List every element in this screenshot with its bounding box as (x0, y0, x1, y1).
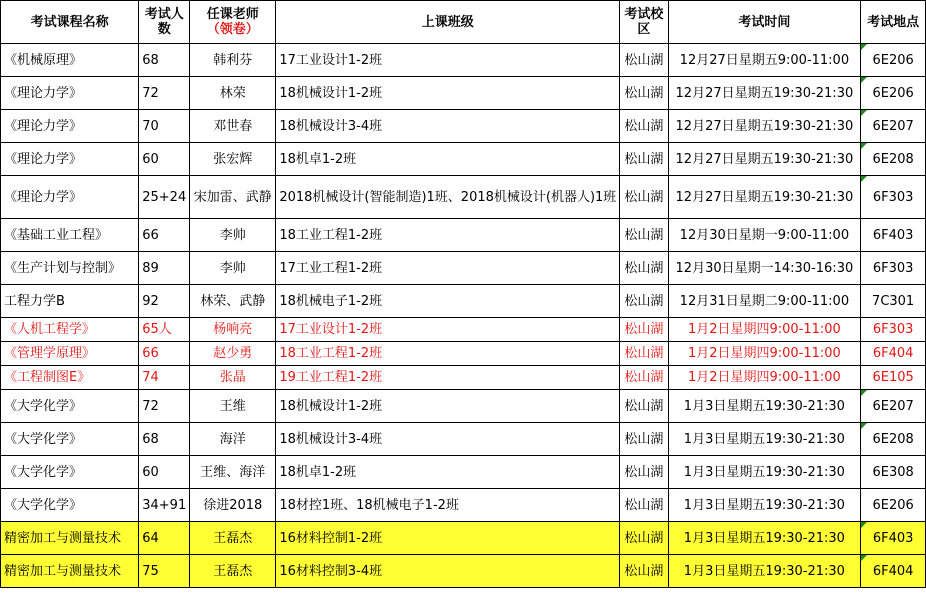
cell-teacher[interactable]: 杨响亮 (190, 318, 276, 342)
cell-location[interactable]: 6E207 (861, 110, 926, 143)
cell-course[interactable]: 《工程制图E》 (1, 366, 139, 390)
cell-time[interactable]: 1月3日星期五19:30-21:30 (668, 456, 861, 489)
cell-count[interactable]: 72 (139, 390, 190, 423)
cell-course[interactable]: 精密加工与测量技术 (1, 555, 139, 588)
cell-teacher[interactable]: 王磊杰 (190, 522, 276, 555)
table-row (1, 390, 926, 423)
cell-count[interactable]: 66 (139, 219, 190, 252)
cell-class[interactable]: 18机械设计1-2班 (276, 77, 620, 110)
table-row (1, 176, 926, 219)
cell-time[interactable]: 12月27日星期五9:00-11:00 (668, 44, 861, 77)
cell-location[interactable]: 6E208 (861, 143, 926, 176)
cell-time[interactable]: 1月2日星期四9:00-11:00 (668, 342, 861, 366)
cell-location[interactable]: 6F403 (861, 219, 926, 252)
cell-class[interactable]: 17工业设计1-2班 (276, 44, 620, 77)
table-row (1, 219, 926, 252)
cell-campus[interactable]: 松山湖 (620, 77, 668, 110)
cell-teacher[interactable]: 李帅 (190, 252, 276, 285)
cell-count[interactable]: 72 (139, 77, 190, 110)
cell-time[interactable]: 12月31日星期二9:00-11:00 (668, 285, 861, 318)
cell-location[interactable]: 6F303 (861, 252, 926, 285)
cell-class[interactable]: 18机卓1-2班 (276, 456, 620, 489)
table-row (1, 318, 926, 342)
cell-campus[interactable]: 松山湖 (620, 252, 668, 285)
cell-course[interactable]: 《理论力学》 (1, 110, 139, 143)
cell-count[interactable]: 66 (139, 342, 190, 366)
table-row (1, 366, 926, 390)
cell-teacher[interactable]: 韩利芬 (190, 44, 276, 77)
table-row (1, 143, 926, 176)
header-teacher-sub: （领卷） (206, 22, 259, 37)
cell-teacher[interactable]: 王磊杰 (190, 555, 276, 588)
table-row (1, 555, 926, 588)
cell-class[interactable]: 18机械电子1-2班 (276, 285, 620, 318)
cell-time[interactable]: 12月27日星期五19:30-21:30 (668, 110, 861, 143)
table-row (1, 342, 926, 366)
cell-course[interactable]: 工程力学B (1, 285, 139, 318)
cell-course[interactable]: 《大学化学》 (1, 456, 139, 489)
cell-count[interactable]: 92 (139, 285, 190, 318)
cell-location[interactable]: 6E206 (861, 77, 926, 110)
cell-course[interactable]: 《基础工业工程》 (1, 219, 139, 252)
cell-location[interactable]: 6E207 (861, 390, 926, 423)
cell-location[interactable]: 7C301 (861, 285, 926, 318)
cell-class[interactable]: 16材料控制1-2班 (276, 522, 620, 555)
cell-location[interactable]: 6E208 (861, 423, 926, 456)
table-body (1, 44, 926, 588)
cell-class[interactable]: 18机卓1-2班 (276, 143, 620, 176)
cell-count[interactable]: 75 (139, 555, 190, 588)
cell-location[interactable]: 6E206 (861, 489, 926, 522)
cell-campus[interactable]: 松山湖 (620, 219, 668, 252)
cell-time[interactable]: 12月27日星期五19:30-21:30 (668, 143, 861, 176)
cell-campus[interactable]: 松山湖 (620, 110, 668, 143)
cell-campus[interactable]: 松山湖 (620, 522, 668, 555)
cell-course[interactable]: 《人机工程学》 (1, 318, 139, 342)
cell-time[interactable]: 12月27日星期五19:30-21:30 (668, 176, 861, 219)
cell-course[interactable]: 《生产计划与控制》 (1, 252, 139, 285)
cell-course[interactable]: 《大学化学》 (1, 390, 139, 423)
cell-time[interactable]: 12月30日星期一9:00-11:00 (668, 219, 861, 252)
cell-teacher[interactable]: 张宏辉 (190, 143, 276, 176)
cell-count[interactable]: 68 (139, 44, 190, 77)
cell-teacher[interactable]: 王维 (190, 390, 276, 423)
cell-campus[interactable]: 松山湖 (620, 489, 668, 522)
cell-teacher[interactable]: 徐进2018 (190, 489, 276, 522)
table-row (1, 522, 926, 555)
header-row (1, 1, 926, 44)
cell-teacher[interactable]: 林荣 (190, 77, 276, 110)
cell-count[interactable]: 74 (139, 366, 190, 390)
cell-class[interactable]: 18机械设计1-2班 (276, 390, 620, 423)
table-row (1, 110, 926, 143)
header-course[interactable]: 考试课程名称 (1, 1, 139, 44)
table-row (1, 423, 926, 456)
cell-time[interactable]: 1月2日星期四9:00-11:00 (668, 318, 861, 342)
header-location[interactable]: 考试地点 (861, 1, 926, 44)
cell-teacher[interactable]: 宋加雷、武静 (190, 176, 276, 219)
table-row (1, 44, 926, 77)
cell-class[interactable]: 18机械设计3-4班 (276, 423, 620, 456)
cell-location[interactable]: 6F404 (861, 342, 926, 366)
cell-class[interactable]: 18工业工程1-2班 (276, 219, 620, 252)
cell-count[interactable]: 68 (139, 423, 190, 456)
cell-course[interactable]: 《理论力学》 (1, 176, 139, 219)
cell-campus[interactable]: 松山湖 (620, 423, 668, 456)
cell-teacher[interactable]: 王维、海洋 (190, 456, 276, 489)
cell-teacher[interactable]: 张晶 (190, 366, 276, 390)
cell-location[interactable]: 6F403 (861, 522, 926, 555)
cell-course[interactable]: 《机械原理》 (1, 44, 139, 77)
cell-teacher[interactable]: 林荣、武静 (190, 285, 276, 318)
cell-location[interactable]: 6E206 (861, 44, 926, 77)
cell-class[interactable]: 18材控1班、18机械电子1-2班 (276, 489, 620, 522)
cell-campus[interactable]: 松山湖 (620, 44, 668, 77)
cell-teacher[interactable]: 赵少勇 (190, 342, 276, 366)
cell-campus[interactable]: 松山湖 (620, 456, 668, 489)
cell-class[interactable]: 19工业工程1-2班 (276, 366, 620, 390)
cell-campus[interactable]: 松山湖 (620, 366, 668, 390)
cell-class[interactable]: 18机械设计3-4班 (276, 110, 620, 143)
cell-campus[interactable]: 松山湖 (620, 390, 668, 423)
cell-course[interactable]: 《理论力学》 (1, 77, 139, 110)
cell-campus[interactable]: 松山湖 (620, 318, 668, 342)
cell-teacher[interactable]: 邓世春 (190, 110, 276, 143)
cell-location[interactable]: 6F303 (861, 318, 926, 342)
cell-course[interactable]: 精密加工与测量技术 (1, 522, 139, 555)
cell-class[interactable]: 18工业工程1-2班 (276, 342, 620, 366)
table-row (1, 285, 926, 318)
cell-campus[interactable]: 松山湖 (620, 342, 668, 366)
cell-campus[interactable]: 松山湖 (620, 176, 668, 219)
cell-time[interactable]: 1月3日星期五19:30-21:30 (668, 423, 861, 456)
cell-time[interactable]: 1月3日星期五19:30-21:30 (668, 390, 861, 423)
table-row (1, 456, 926, 489)
cell-class[interactable]: 2018机械设计(智能制造)1班、2018机械设计(机器人)1班 (276, 176, 620, 219)
header-teacher[interactable] (190, 1, 276, 44)
cell-campus[interactable]: 松山湖 (620, 555, 668, 588)
header-time[interactable]: 考试时间 (668, 1, 861, 44)
header-count[interactable]: 考试人数 (139, 1, 190, 44)
cell-count[interactable]: 60 (139, 143, 190, 176)
header-campus[interactable]: 考试校区 (620, 1, 668, 44)
cell-location[interactable]: 6E308 (861, 456, 926, 489)
cell-teacher[interactable]: 李帅 (190, 219, 276, 252)
cell-course[interactable]: 《大学化学》 (1, 489, 139, 522)
cell-location[interactable]: 6F303 (861, 176, 926, 219)
cell-time[interactable]: 1月3日星期五19:30-21:30 (668, 555, 861, 588)
cell-time[interactable]: 12月27日星期五19:30-21:30 (668, 77, 861, 110)
cell-location[interactable]: 6F404 (861, 555, 926, 588)
cell-count[interactable]: 60 (139, 456, 190, 489)
cell-campus[interactable]: 松山湖 (620, 143, 668, 176)
cell-count[interactable]: 89 (139, 252, 190, 285)
cell-course[interactable]: 《大学化学》 (1, 423, 139, 456)
cell-count[interactable]: 34+91 (139, 489, 190, 522)
cell-time[interactable]: 1月3日星期五19:30-21:30 (668, 489, 861, 522)
table-row (1, 489, 926, 522)
cell-count[interactable]: 64 (139, 522, 190, 555)
header-teacher-label: 任课老师 (206, 7, 259, 22)
cell-time[interactable]: 1月2日星期四9:00-11:00 (668, 366, 861, 390)
cell-time[interactable]: 12月30日星期一14:30-16:30 (668, 252, 861, 285)
cell-course[interactable]: 《理论力学》 (1, 143, 139, 176)
cell-location[interactable]: 6E105 (861, 366, 926, 390)
cell-class[interactable]: 17工业设计1-2班 (276, 318, 620, 342)
table-row (1, 77, 926, 110)
cell-course[interactable]: 《管理学原理》 (1, 342, 139, 366)
cell-count[interactable]: 25+24 (139, 176, 190, 219)
header-class[interactable]: 上课班级 (276, 1, 620, 44)
cell-time[interactable]: 1月3日星期五19:30-21:30 (668, 522, 861, 555)
cell-campus[interactable]: 松山湖 (620, 285, 668, 318)
cell-teacher[interactable]: 海洋 (190, 423, 276, 456)
cell-class[interactable]: 16材料控制3-4班 (276, 555, 620, 588)
cell-count[interactable]: 65人 (139, 318, 190, 342)
cell-class[interactable]: 17工业工程1-2班 (276, 252, 620, 285)
cell-count[interactable]: 70 (139, 110, 190, 143)
table-row (1, 252, 926, 285)
